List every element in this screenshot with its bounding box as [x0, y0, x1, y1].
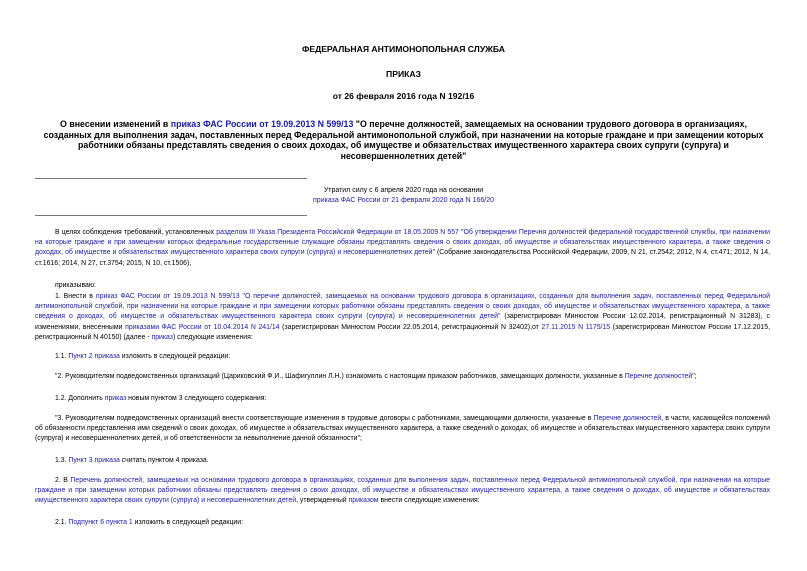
organization-heading: ФЕДЕРАЛЬНАЯ АНТИМОНОПОЛЬНАЯ СЛУЖБА: [302, 44, 505, 54]
p1-link-amendment-2014[interactable]: приказами ФАС России от 10.04.2014 N 241/14: [125, 323, 280, 331]
p21-text-2: изложить в следующей редакции:: [132, 519, 244, 526]
p2-link-list[interactable]: Перечень должностей, замещаемых на основании трудового договора в организациях, созданных для выполнения задач, поставленных перед Федеральной антимонопольной службой, при назначении на которые граждане и при замещении которых работники обязаны представлять сведения о своих доходах, об имуществе и обязательствах имущественного характера, а также сведения о доходах, об имуществе и обязательствах имущественного характера своих супруги (супруга) и несовершеннолетних детей: [35, 477, 771, 505]
q2-text-1: "2. Руководителям подведомственных организаций (Цариковский Ф.И., Шафигуллин Л.Н.) ознакомить с настоящим приказом работников, замещающих должности, указанные в: [55, 373, 625, 380]
preamble-link-decree[interactable]: разделом III Указа Президента Российской Федерации от 18.05.2009 N 557: [216, 229, 459, 236]
paragraph-2: [35, 476, 770, 507]
paragraph-1: [35, 292, 770, 343]
paragraph-1-2: [35, 394, 770, 404]
date-number-heading: от 26 февраля 2016 года N 192/16: [332, 91, 475, 101]
p11-link[interactable]: Пункт 2 приказа: [68, 353, 120, 360]
paragraph-1-3: [35, 456, 770, 466]
paragraph-preamble: [35, 228, 770, 269]
paragraph-order-word: [35, 281, 770, 291]
status-note: [0, 186, 807, 206]
paragraph-2-1: [35, 518, 770, 528]
q2-text-2: ";: [692, 373, 697, 380]
p1-link-amendment-2015[interactable]: 27.11.2015 N 1175/15: [541, 323, 611, 331]
p1-text-4: (зарегистрирован Минюстом России 17.12.2015, регистрационный N 40150) (далее -: [35, 323, 770, 341]
p21-link[interactable]: Подпункт 6 пункта 1: [68, 519, 133, 526]
p11-text-1: 1.1.: [55, 353, 69, 360]
order-word: приказываю:: [55, 282, 96, 289]
p2-link-prikaz[interactable]: приказом: [348, 497, 379, 505]
p13-link[interactable]: Пункт 3 приказа: [68, 457, 120, 464]
p11-text-2: изложить в следующей редакции:: [119, 353, 231, 360]
title-link[interactable]: приказ ФАС России от 19.09.2013 N 599/13: [170, 119, 354, 129]
p13-text-2: считать пунктом 4 приказа.: [119, 457, 209, 464]
p12-text-2: новым пунктом 3 следующего содержания:: [126, 395, 267, 402]
paragraph-quote-2: [35, 372, 770, 382]
p12-text-1: 1.2. Дополнить: [55, 395, 105, 402]
preamble-text-3: " (Собрание законодательства Российской Федерации, 2009, N 21, ст.2542; 2012, N 4, ст.471; 2012, N 14, ст.1616; 2014, N 27, ст.3754; 2015, N 10, ст.1506),: [35, 249, 770, 267]
q3-text-1: "3. Руководителям подведомственных организаций внести соответствующие изменения в трудовые договоры с работниками, замещающими должности, указанные в: [55, 415, 594, 422]
divider-top: [35, 178, 307, 179]
p1-link-order[interactable]: приказ ФАС России от 19.09.2013 N 599/13 "О перечне должностей, замещаемых на основании трудового договора в организациях, созданных для выполнения задач, поставленных перед Федеральной антимонопольной службой, при назначении на которые граждане и при замещении которых работники обязаны представлять сведения о своих доходах, об имуществе и обязательствах имущественного характера, а также сведения о доходах, об имуществе и обязательствах имущественного характера своих супруги (супруга) и несовершеннолетних детей": [35, 293, 770, 321]
p1-text-2: (зарегистрирован Минюстом России 12.02.2014, регистрационный N 31283), с изменениями, внесенными: [35, 313, 770, 331]
status-line: Утратил силу с 6 апреля 2020 года на основании: [323, 187, 484, 194]
p13-text-1: 1.3.: [55, 457, 69, 464]
q3-text-2: , в части, касающейся положений об обязанности представления ими сведений о своих доходах, об имуществе и обязательствах имущественного характера, а также сведений о доходах, об имуществе и обязательствах имущественного характера своих супруги (супруга) и несовершеннолетних детей, и об ответственности за невыполнение данной обязанности";: [35, 415, 770, 443]
p2-text-2: , утвержденный: [296, 497, 349, 505]
p1-text-5: ) следующие изменения:: [172, 333, 253, 341]
preamble-text-2: ": [458, 229, 464, 236]
preamble-link-list[interactable]: Об утверждении Перечня должностей федеральной государственной службы, при назначении на которые граждане и при замещении которых федеральные государственные служащие обязаны представлять сведения о своих доходах, об имуществе и обязательствах имущественного характера, а также сведения о доходах, об имуществе и обязательствах имущественного характера своих супруги (супруга) и несовершеннолетних детей: [35, 229, 770, 257]
title-rest: "О перечне должностей, замещаемых на основании трудового договора в организациях, созданных для выполнения задач, поставленных перед Федеральной антимонопольной службой, при назначении на которые граждане и при замещении которых работники обязаны представлять сведения о своих доходах, об имуществе и обязательствах имущественного характера своих супруги (супруга) и несовершеннолетних детей": [43, 119, 764, 161]
status-link[interactable]: приказа ФАС России от 21 февраля 2020 года N 166/20: [313, 197, 494, 204]
p1-link-prikaz[interactable]: приказ: [151, 333, 173, 341]
p2-text-1: 2. В: [55, 477, 71, 484]
p2-text-3: внести следующие изменения:: [378, 497, 480, 505]
q2-link[interactable]: Перечне должностей: [624, 373, 693, 380]
paragraph-1-1: [35, 352, 770, 362]
divider-bottom: [35, 215, 307, 216]
paragraph-quote-3: [35, 414, 770, 445]
p12-link[interactable]: приказ: [104, 395, 127, 402]
document-title: [40, 119, 767, 161]
p1-text-3: (зарегистрирован Минюстом России 22.05.2014, регистрационный N 32402),от: [279, 323, 542, 331]
title-prefix: О внесении изменений в: [60, 119, 171, 129]
q3-link[interactable]: Перечне должностей: [593, 415, 662, 422]
document-type-heading: ПРИКАЗ: [386, 69, 421, 79]
p1-text-1: 1. Внести в: [55, 293, 96, 300]
p21-text-1: 2.1.: [55, 519, 69, 526]
preamble-text-1: В целях соблюдения требований, установленных: [55, 229, 217, 236]
